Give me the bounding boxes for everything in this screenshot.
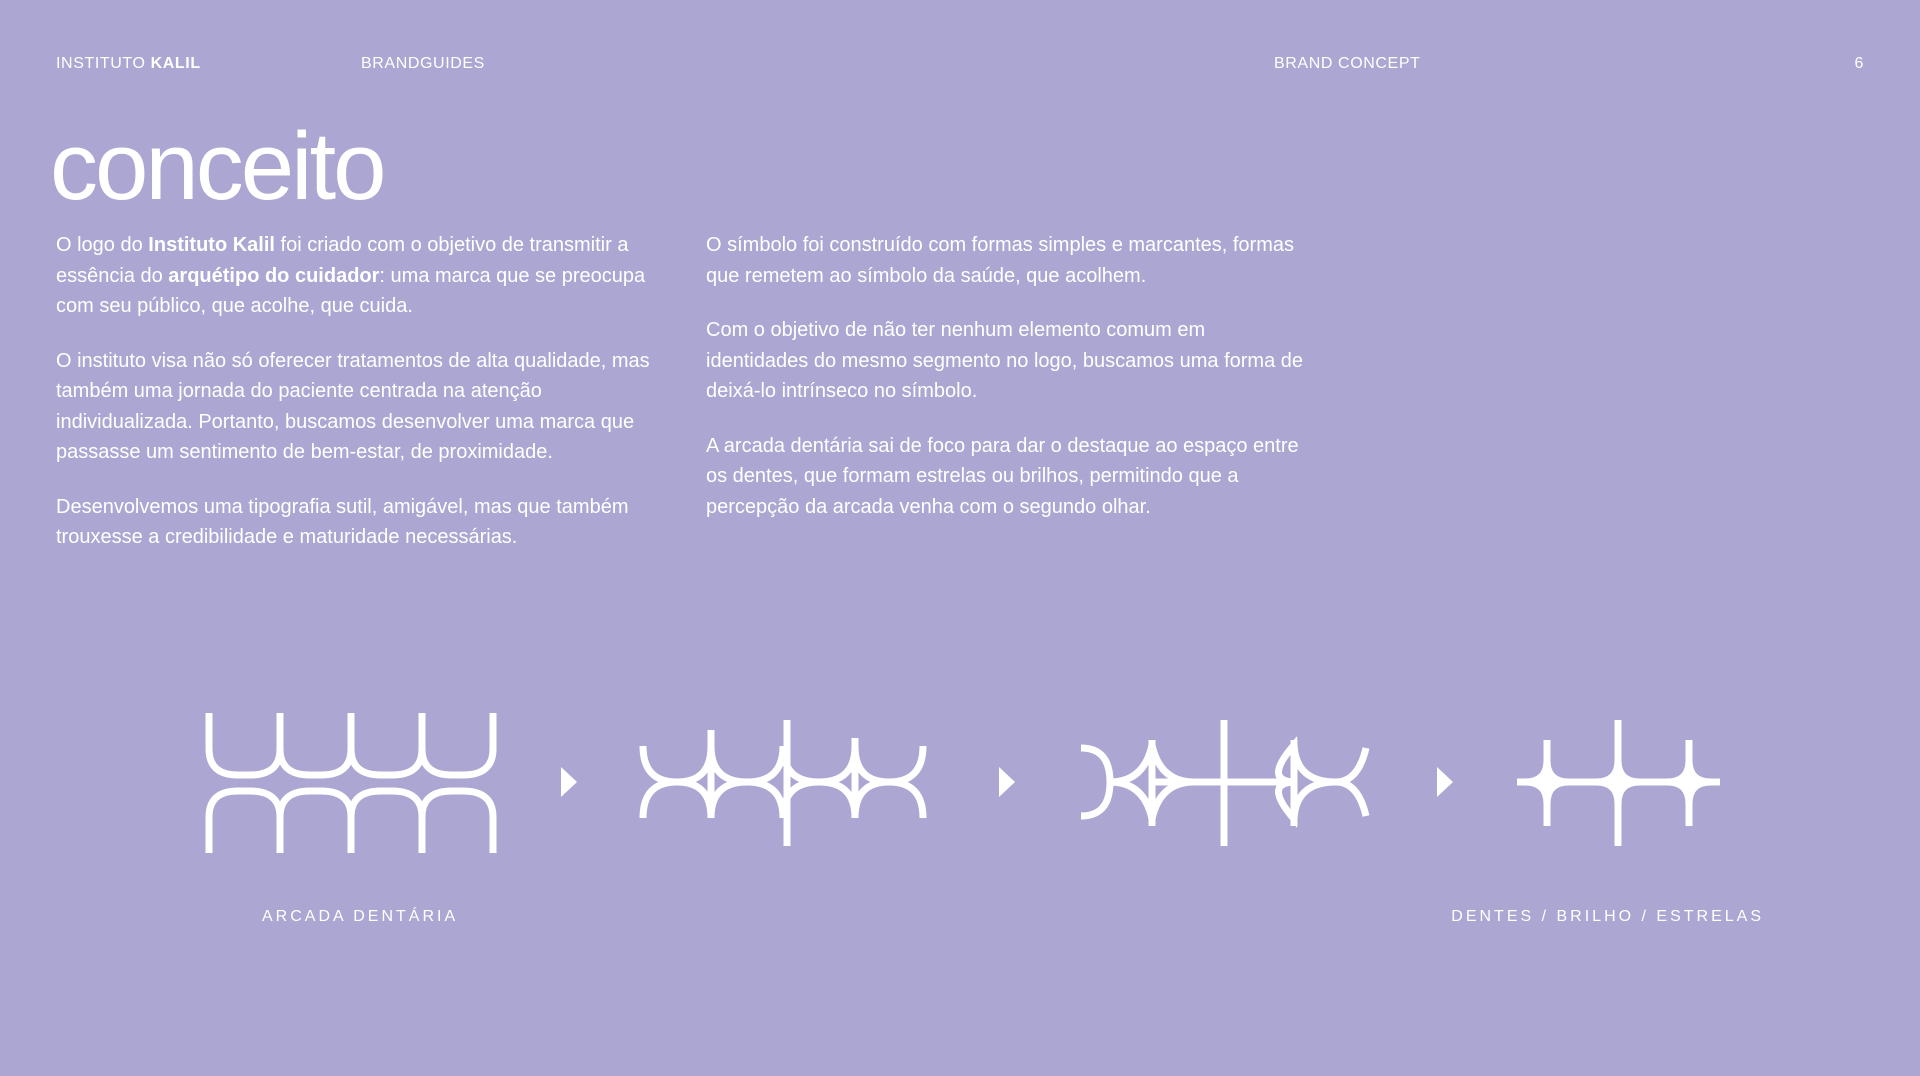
- bold-run: arquétipo do cuidador: [168, 264, 380, 287]
- text-run: : uma marca que se preocupa com seu público, que acolhe, que cuida.: [56, 264, 646, 317]
- symbol-evolution-illustration: [0, 700, 1920, 870]
- text-run: O logo do: [56, 234, 149, 256]
- arrow-right-icon: [561, 767, 577, 797]
- left-paragraph-2: O instituto visa não só oferecer tratamentos de alta qualidade, mas também uma jornada do paciente centrada na atenção individualizada. Portanto, buscamos desenvolver uma marca que passasse um sentimento de bem-estar, de proximidade.: [56, 349, 650, 463]
- header-chapter: BRAND CONCEPT: [1274, 55, 1421, 72]
- arrow-right-icon: [1437, 767, 1453, 797]
- header-section: BRANDGUIDES: [361, 55, 485, 72]
- left-paragraph-3: Desenvolvemos uma tipografia sutil, amigável, mas que também trouxesse a credibilidade e maturidade necessárias.: [56, 495, 629, 548]
- brand-light: INSTITUTO: [56, 55, 146, 72]
- right-paragraph-2: Com o objetivo de não ter nenhum elemento comum em identidades do mesmo segmento no logo, buscamos uma forma de deixá-lo intrínseco no símbolo.: [706, 319, 1304, 402]
- page-title: conceito: [50, 113, 384, 220]
- left-paragraph-1: [56, 230, 656, 322]
- sparkle-stage-2-icon: [643, 720, 923, 846]
- page-number: 6: [1854, 55, 1864, 72]
- caption-dental-arch: ARCADA DENTÁRIA: [262, 908, 459, 925]
- right-text-column: [706, 230, 1306, 546]
- text-run: foi criado com o objetivo de transmitir a essência do: [56, 234, 629, 287]
- arrow-right-icon: [999, 767, 1015, 797]
- caption-sparkles: DENTES / BRILHO / ESTRELAS: [1451, 908, 1764, 925]
- bold-run: Instituto Kalil: [148, 234, 275, 256]
- brand-bold: KALIL: [150, 55, 201, 72]
- header-brand: [56, 54, 201, 74]
- dental-arch-icon: [209, 713, 493, 853]
- left-text-column: [56, 230, 656, 577]
- sparkle-stage-3-icon: [1081, 720, 1366, 846]
- right-paragraph-3: A arcada dentária sai de foco para dar o destaque ao espaço entre os dentes, que formam estrelas ou brilhos, permitindo que a percepção da arcada venha com o segundo olhar.: [706, 434, 1299, 518]
- right-paragraph-1: O símbolo foi construído com formas simples e marcantes, formas que remetem ao símbolo da saúde, que acolhem.: [706, 234, 1294, 287]
- sparkle-stage-4-icon: [1517, 720, 1720, 846]
